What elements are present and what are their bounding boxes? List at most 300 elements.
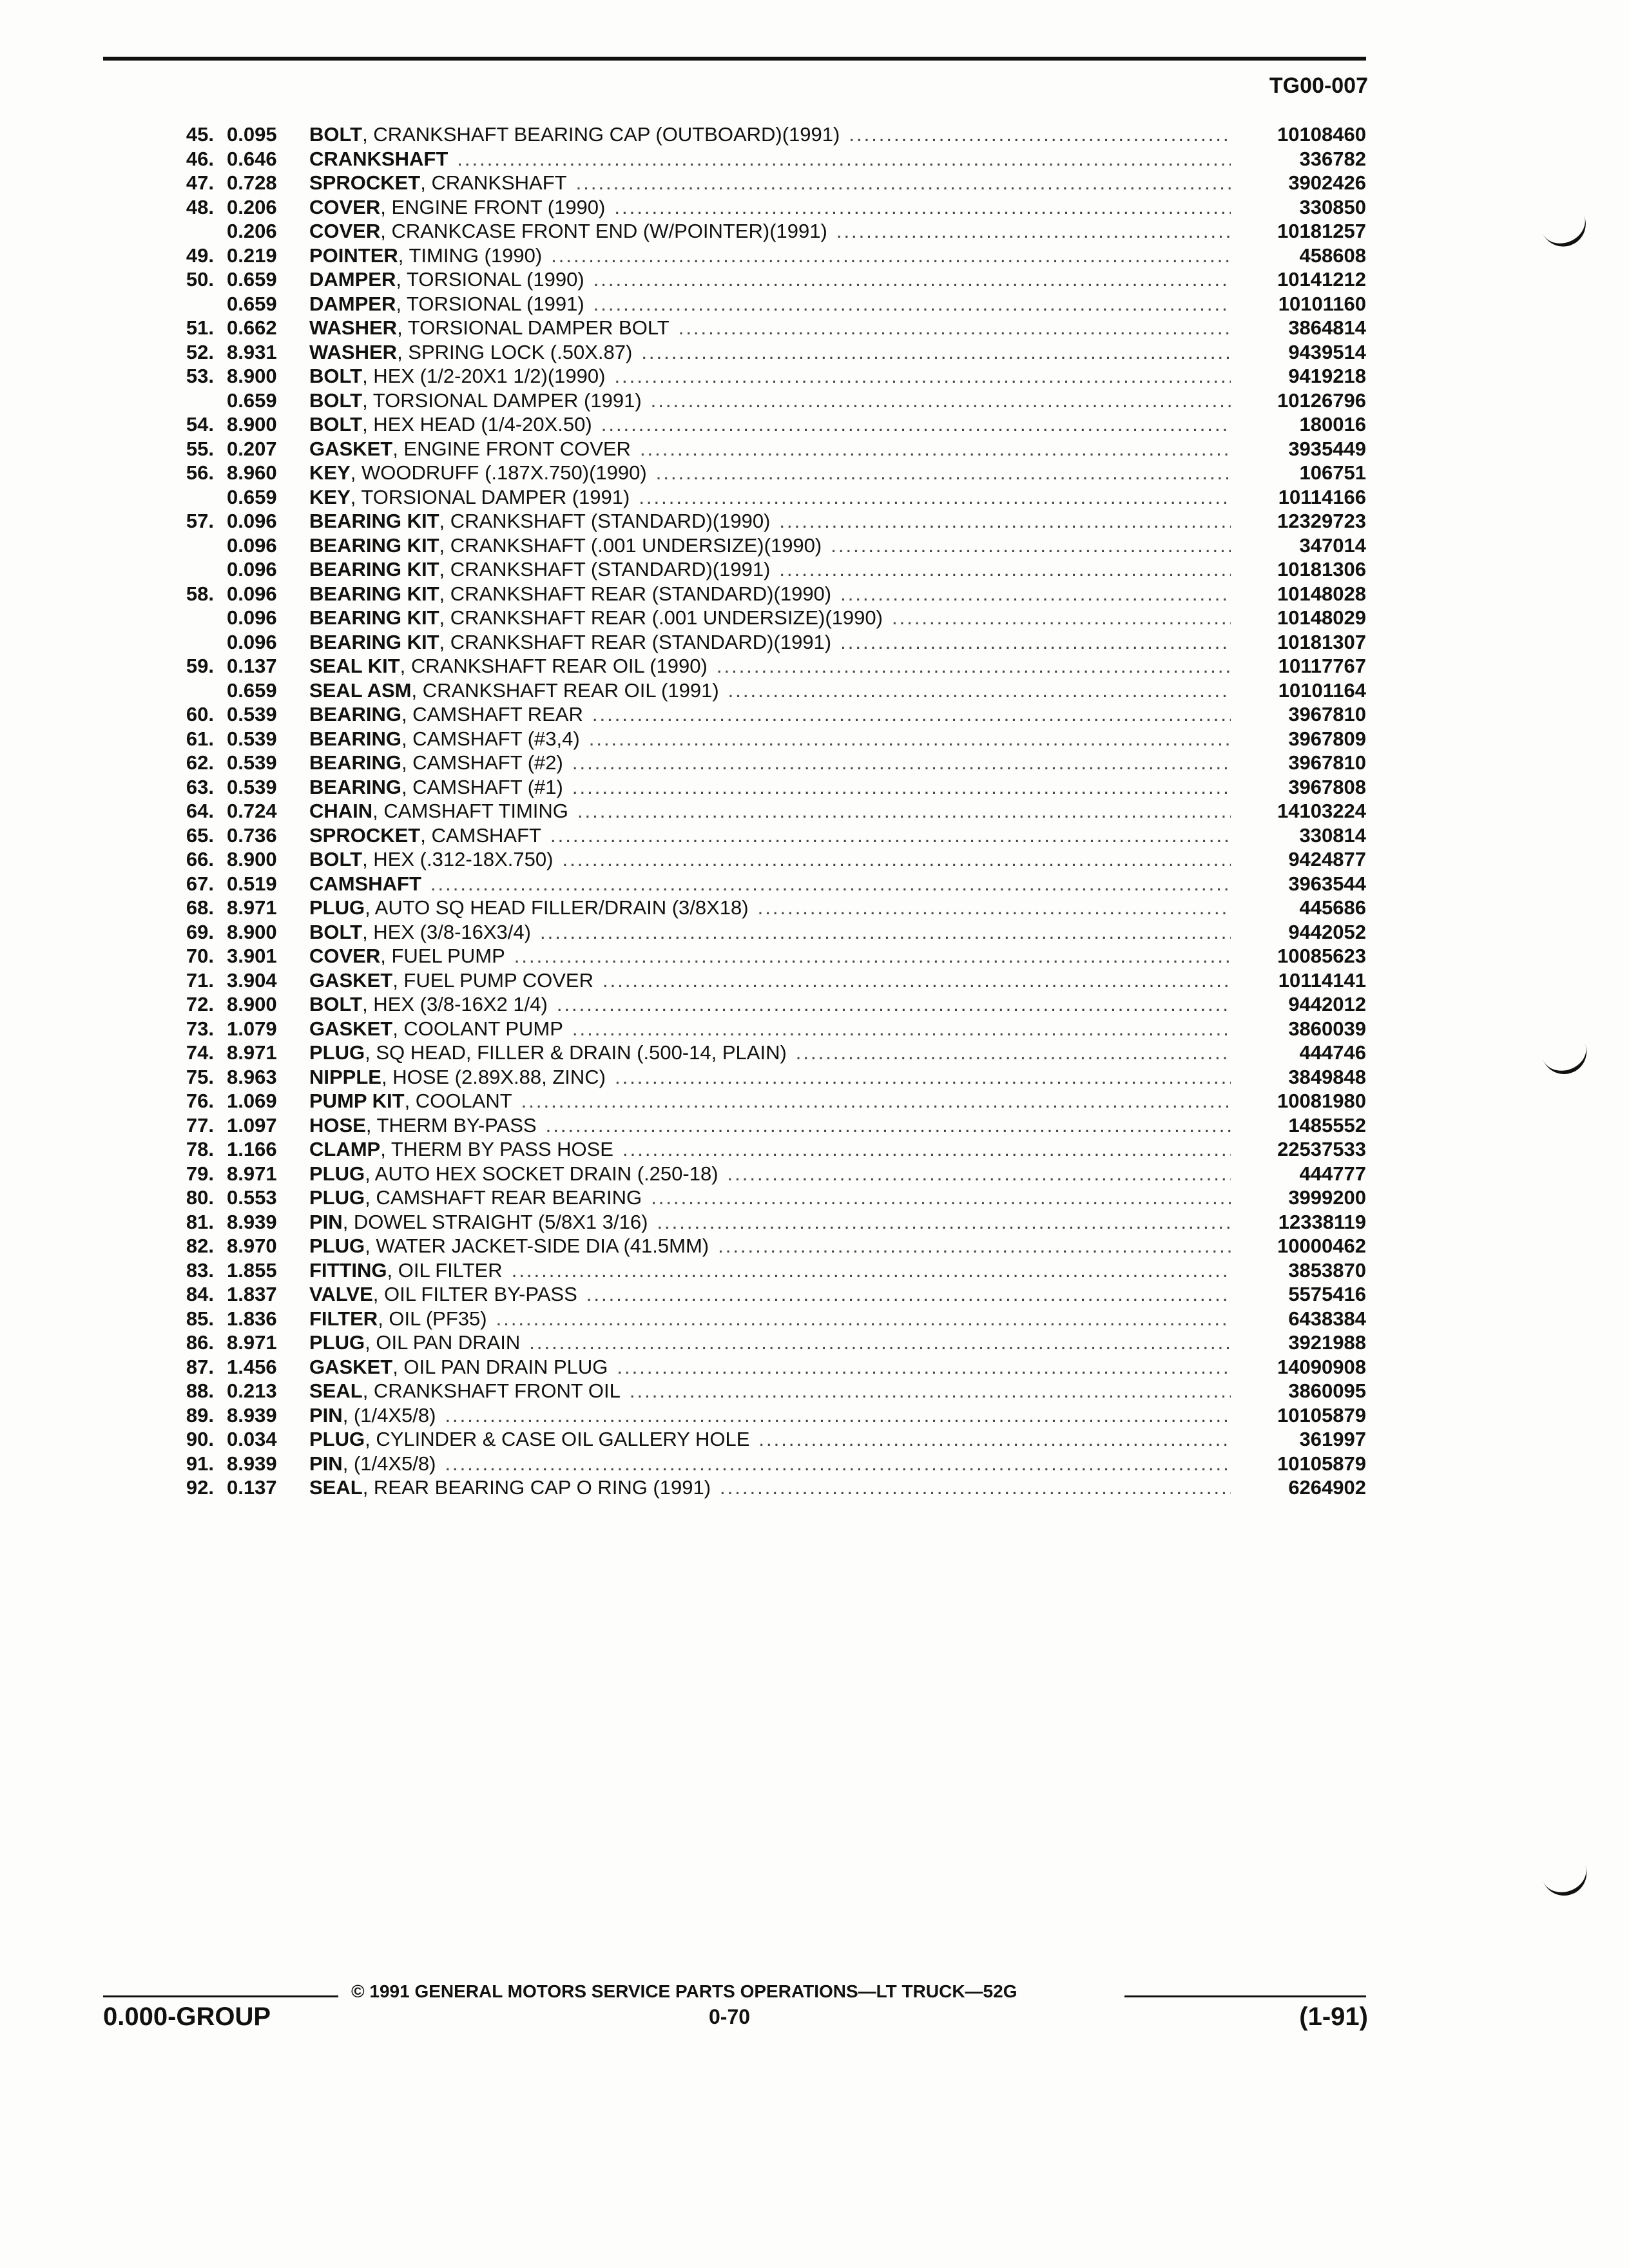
part-modifier: , CAMSHAFT REAR BEARING <box>365 1186 642 1209</box>
item-number: 77. <box>186 1113 214 1137</box>
part-noun: BOLT <box>309 848 363 870</box>
group-number: 0.096 <box>227 582 277 605</box>
part-number: 14090908 <box>1277 1355 1366 1378</box>
part-number: 3902426 <box>1288 171 1366 194</box>
table-row <box>161 1113 1366 1138</box>
leader-dots <box>831 582 1231 606</box>
part-noun: BEARING <box>309 775 401 798</box>
punch-hole-mark <box>1543 1043 1593 1081</box>
part-noun: WASHER <box>309 340 398 363</box>
part-noun: CLAMP <box>309 1138 381 1160</box>
part-description <box>309 316 1231 340</box>
part-description <box>309 1403 1231 1428</box>
part-number: 10114141 <box>1278 968 1366 992</box>
part-number: 10101164 <box>1278 678 1366 702</box>
part-noun: BOLT <box>309 993 363 1015</box>
part-noun: GASKET <box>309 437 393 460</box>
part-description <box>309 1258 1231 1283</box>
part-modifier: , CRANKSHAFT FRONT OIL <box>362 1379 621 1402</box>
part-description <box>309 389 1231 413</box>
punch-hole-mark <box>1543 1865 1593 1902</box>
part-number: 10181306 <box>1277 558 1366 581</box>
part-number: 106751 <box>1299 461 1366 484</box>
leader-dots <box>749 896 1231 920</box>
footer-date: (1-91) <box>1299 2003 1368 2031</box>
leader-dots <box>436 1403 1231 1428</box>
table-row <box>161 147 1366 171</box>
table-row <box>161 799 1366 823</box>
part-description <box>309 412 1231 437</box>
table-row <box>161 1427 1366 1452</box>
part-noun: COVER <box>309 220 381 242</box>
part-description <box>309 944 1231 968</box>
item-number: 91. <box>186 1452 214 1475</box>
item-number: 54. <box>186 413 214 436</box>
part-modifier: , TORSIONAL DAMPER (1991) <box>362 389 642 412</box>
leader-dots <box>563 751 1231 775</box>
item-number: 79. <box>186 1162 214 1185</box>
part-noun: KEY <box>309 461 351 484</box>
part-number: 10085623 <box>1277 945 1366 967</box>
part-modifier: , ENGINE FRONT COVER <box>392 437 631 460</box>
top-rule <box>103 57 1366 61</box>
group-number: 8.970 <box>227 1235 277 1257</box>
part-number: 10101160 <box>1278 292 1366 315</box>
part-modifier: , CRANKSHAFT REAR (STANDARD)(1991) <box>439 630 832 653</box>
part-number: 9419218 <box>1288 365 1366 387</box>
part-description <box>309 1331 1231 1355</box>
part-modifier: , COOLANT <box>404 1090 512 1112</box>
part-number: 336782 <box>1299 147 1366 170</box>
part-number: 10114166 <box>1278 485 1366 508</box>
part-number: 330850 <box>1299 195 1366 218</box>
table-row <box>161 1258 1366 1283</box>
part-number: 458608 <box>1299 244 1366 267</box>
table-row <box>161 1403 1366 1428</box>
part-description <box>309 509 1231 533</box>
leader-dots <box>548 992 1231 1017</box>
part-description <box>309 847 1231 872</box>
leader-dots <box>631 437 1231 461</box>
item-number: 59. <box>186 655 214 677</box>
part-modifier: , CRANKSHAFT (STANDARD)(1991) <box>439 558 771 581</box>
leader-dots <box>608 1355 1231 1379</box>
part-noun: VALVE <box>309 1283 373 1305</box>
item-number: 85. <box>186 1307 214 1330</box>
item-number: 48. <box>186 195 214 218</box>
part-modifier: , HEX (.312-18X.750) <box>362 848 554 870</box>
leader-dots <box>448 147 1231 171</box>
part-description <box>309 1137 1231 1162</box>
leader-dots <box>563 775 1231 800</box>
part-noun: GASKET <box>309 968 393 992</box>
leader-dots <box>647 461 1231 485</box>
group-number: 0.659 <box>227 268 277 291</box>
item-number: 90. <box>186 1428 214 1450</box>
group-number: 0.659 <box>227 389 277 412</box>
table-row <box>161 823 1366 848</box>
part-modifier: , (1/4X5/8) <box>342 1452 436 1475</box>
leader-dots <box>542 244 1231 268</box>
footer-page-number: 0-70 <box>709 2005 751 2028</box>
table-row <box>161 340 1366 365</box>
group-number: 0.096 <box>227 606 277 629</box>
item-number: 80. <box>186 1186 214 1209</box>
part-modifier: , TORSIONAL (1991) <box>396 292 584 315</box>
part-modifier: , CAMSHAFT REAR <box>401 703 583 726</box>
part-description <box>309 1065 1231 1090</box>
group-number: 1.836 <box>227 1307 277 1330</box>
leader-dots <box>421 872 1231 896</box>
group-number: 1.069 <box>227 1090 277 1112</box>
group-number: 0.659 <box>227 292 277 315</box>
part-noun: SEAL <box>309 1379 363 1402</box>
group-number: 1.166 <box>227 1138 277 1160</box>
group-number: 0.553 <box>227 1186 277 1209</box>
table-row <box>161 1282 1366 1307</box>
leader-dots <box>632 340 1231 365</box>
part-description <box>309 654 1231 678</box>
table-row <box>161 1186 1366 1210</box>
item-number: 45. <box>186 123 214 146</box>
part-description <box>309 147 1231 171</box>
part-number: 180016 <box>1299 413 1366 436</box>
item-number: 75. <box>186 1065 214 1088</box>
part-description <box>309 437 1231 461</box>
leader-dots <box>512 1089 1231 1113</box>
table-row <box>161 944 1366 968</box>
leader-dots <box>605 364 1231 389</box>
part-modifier: , REAR BEARING CAP O RING (1991) <box>362 1476 711 1499</box>
part-number: 10148028 <box>1277 582 1366 605</box>
group-number: 8.963 <box>227 1065 277 1088</box>
table-row <box>161 389 1366 413</box>
part-modifier: , THERM BY-PASS <box>365 1113 537 1137</box>
leader-dots <box>718 1162 1231 1186</box>
group-number: 0.519 <box>227 872 277 895</box>
part-number: 10108460 <box>1277 123 1366 146</box>
table-row <box>161 1331 1366 1355</box>
part-modifier: , OIL FILTER BY-PASS <box>372 1283 577 1305</box>
part-description <box>309 485 1231 510</box>
item-number: 74. <box>186 1041 214 1064</box>
item-number: 52. <box>186 340 214 363</box>
leader-dots <box>840 122 1231 147</box>
part-description <box>309 1427 1231 1452</box>
part-description <box>309 582 1231 606</box>
footer-rule-right <box>1124 1995 1366 1997</box>
part-number: 3967810 <box>1288 703 1366 726</box>
part-noun: WASHER <box>309 316 398 339</box>
leader-dots <box>613 1137 1231 1162</box>
part-number: 3967810 <box>1288 751 1366 774</box>
group-number: 0.736 <box>227 823 277 847</box>
part-number: 10105879 <box>1277 1452 1366 1475</box>
part-description <box>309 1186 1231 1210</box>
item-number: 88. <box>186 1379 214 1402</box>
part-noun: GASKET <box>309 1017 393 1040</box>
part-noun: PIN <box>309 1210 343 1233</box>
part-modifier: , CAMSHAFT (#3,4) <box>401 727 580 750</box>
part-modifier: , HEX (3/8-16X3/4) <box>362 920 531 943</box>
item-number: 64. <box>186 800 214 822</box>
leader-dots <box>630 485 1231 510</box>
part-number: 10117767 <box>1278 655 1366 677</box>
part-number: 347014 <box>1299 533 1366 557</box>
part-description <box>309 775 1231 800</box>
group-number: 8.971 <box>227 1041 277 1064</box>
group-number: 8.939 <box>227 1210 277 1233</box>
leader-dots <box>883 606 1231 630</box>
leader-dots <box>709 1234 1231 1258</box>
part-noun: KEY <box>309 485 351 508</box>
part-modifier: , CRANKSHAFT BEARING CAP (OUTBOARD)(1991) <box>362 123 840 146</box>
table-row <box>161 219 1366 244</box>
group-number: 1.855 <box>227 1258 277 1282</box>
part-modifier: , WOODRUFF (.187X.750)(1990) <box>350 461 647 484</box>
part-description <box>309 751 1231 775</box>
part-description <box>309 1307 1231 1331</box>
part-noun: BEARING KIT <box>309 582 439 605</box>
part-noun: PLUG <box>309 896 365 919</box>
part-description <box>309 244 1231 268</box>
leader-dots <box>827 219 1231 244</box>
part-noun: DAMPER <box>309 292 396 315</box>
table-row <box>161 872 1366 896</box>
part-modifier: , TORSIONAL DAMPER (1991) <box>350 485 630 508</box>
item-number: 84. <box>186 1283 214 1305</box>
part-modifier: , SPRING LOCK (.50X.87) <box>397 340 633 363</box>
part-number: 3967808 <box>1288 775 1366 798</box>
group-number: 0.096 <box>227 510 277 532</box>
group-number: 0.539 <box>227 703 277 726</box>
part-modifier: , OIL FILTER <box>387 1258 503 1282</box>
part-modifier: , OIL (PF35) <box>378 1307 487 1330</box>
group-number: 0.206 <box>227 195 277 218</box>
part-noun: BEARING KIT <box>309 558 439 581</box>
part-modifier: , HEX (3/8-16X2 1/4) <box>362 993 548 1015</box>
group-number: 0.724 <box>227 800 277 822</box>
part-description <box>309 1282 1231 1307</box>
part-number: 3864814 <box>1288 316 1366 339</box>
group-number: 8.900 <box>227 365 277 387</box>
part-description <box>309 1089 1231 1113</box>
part-noun: COVER <box>309 945 381 967</box>
item-number: 60. <box>186 703 214 726</box>
item-number: 76. <box>186 1090 214 1112</box>
part-description <box>309 195 1231 220</box>
part-modifier: , CAMSHAFT (#2) <box>401 751 563 774</box>
part-number: 12338119 <box>1278 1210 1366 1233</box>
group-number: 0.095 <box>227 123 277 146</box>
leader-dots <box>531 920 1231 945</box>
footer-copyright: © 1991 GENERAL MOTORS SERVICE PARTS OPERATIONS—LT TRUCK—52G <box>351 1981 1017 2001</box>
part-modifier: , CRANKSHAFT REAR OIL (1990) <box>400 655 708 677</box>
table-row <box>161 992 1366 1017</box>
leader-dots <box>553 847 1231 872</box>
table-row <box>161 1355 1366 1379</box>
part-description <box>309 1379 1231 1403</box>
part-description <box>309 267 1231 292</box>
group-number: 8.900 <box>227 920 277 943</box>
part-description <box>309 1017 1231 1041</box>
part-number: 6264902 <box>1288 1476 1366 1499</box>
leader-dots <box>670 316 1231 340</box>
table-row <box>161 509 1366 533</box>
part-modifier: , ENGINE FRONT (1990) <box>380 195 606 218</box>
item-number: 51. <box>186 316 214 339</box>
group-number: 0.034 <box>227 1428 277 1450</box>
table-row <box>161 195 1366 220</box>
part-noun: BEARING <box>309 727 401 750</box>
item-number: 82. <box>186 1235 214 1257</box>
leader-dots <box>642 1186 1231 1210</box>
table-row <box>161 920 1366 945</box>
part-noun: PLUG <box>309 1186 365 1209</box>
table-row <box>161 1017 1366 1041</box>
leader-dots <box>537 1113 1231 1138</box>
part-number: 3963544 <box>1288 872 1366 895</box>
part-noun: BEARING KIT <box>309 630 439 653</box>
table-row <box>161 582 1366 606</box>
part-modifier: , OIL PAN DRAIN <box>365 1331 521 1354</box>
part-description <box>309 823 1231 848</box>
leader-dots <box>719 678 1231 703</box>
item-number: 65. <box>186 823 214 847</box>
item-number: 72. <box>186 993 214 1015</box>
table-row <box>161 533 1366 558</box>
part-number: 9439514 <box>1288 340 1366 363</box>
leader-dots <box>505 944 1231 968</box>
footer-rule-left <box>103 1995 338 1997</box>
part-noun: SPROCKET <box>309 823 421 847</box>
part-number: 12329723 <box>1277 510 1366 532</box>
part-description <box>309 292 1231 316</box>
part-modifier: , HEX HEAD (1/4-20X.50) <box>362 413 592 436</box>
leader-dots <box>787 1041 1231 1065</box>
item-number: 49. <box>186 244 214 267</box>
part-number: 330814 <box>1299 823 1366 847</box>
part-number: 10148029 <box>1277 606 1366 629</box>
part-noun: BEARING <box>309 751 401 774</box>
part-noun: BOLT <box>309 123 363 146</box>
part-modifier: , HEX (1/2-20X1 1/2)(1990) <box>362 365 606 387</box>
item-number: 87. <box>186 1355 214 1378</box>
part-number: 3860095 <box>1288 1379 1366 1402</box>
group-number: 1.456 <box>227 1355 277 1378</box>
leader-dots <box>567 171 1231 195</box>
leader-dots <box>520 1331 1231 1355</box>
group-number: 1.097 <box>227 1113 277 1137</box>
group-number: 0.096 <box>227 630 277 653</box>
part-modifier: , FUEL PUMP COVER <box>392 968 593 992</box>
part-modifier: , CRANKSHAFT <box>420 171 567 194</box>
part-number: 10000462 <box>1277 1235 1366 1257</box>
part-number: 3860039 <box>1288 1017 1366 1040</box>
item-number: 89. <box>186 1403 214 1427</box>
part-noun: BOLT <box>309 365 363 387</box>
part-description <box>309 799 1231 823</box>
parts-list <box>161 122 1366 1500</box>
part-description <box>309 920 1231 945</box>
part-description <box>309 557 1231 582</box>
part-number: 3853870 <box>1288 1258 1366 1282</box>
part-description <box>309 1355 1231 1379</box>
part-modifier: , AUTO SQ HEAD FILLER/DRAIN (3/8X18) <box>365 896 749 919</box>
part-noun: SEAL KIT <box>309 655 400 677</box>
part-modifier: , CRANKCASE FRONT END (W/POINTER)(1991) <box>380 220 827 242</box>
group-number: 0.137 <box>227 1476 277 1499</box>
part-noun: SPROCKET <box>309 171 421 194</box>
part-number: 444746 <box>1299 1041 1366 1064</box>
table-row <box>161 678 1366 703</box>
part-noun: CAMSHAFT <box>309 872 421 895</box>
leader-dots <box>708 654 1231 678</box>
group-number: 0.659 <box>227 485 277 508</box>
table-row <box>161 267 1366 292</box>
part-description <box>309 896 1231 920</box>
part-noun: PIN <box>309 1403 343 1427</box>
item-number: 66. <box>186 848 214 870</box>
item-number: 78. <box>186 1138 214 1160</box>
group-number: 0.539 <box>227 727 277 750</box>
part-description <box>309 364 1231 389</box>
part-description <box>309 727 1231 751</box>
leader-dots <box>592 412 1231 437</box>
group-number: 3.901 <box>227 945 277 967</box>
part-noun: PLUG <box>309 1162 365 1185</box>
part-description <box>309 606 1231 630</box>
punch-hole-mark <box>1543 214 1594 254</box>
table-row <box>161 557 1366 582</box>
group-number: 8.971 <box>227 896 277 919</box>
part-number: 9424877 <box>1288 848 1366 870</box>
part-number: 22537533 <box>1277 1138 1366 1160</box>
part-modifier: , AUTO HEX SOCKET DRAIN (.250-18) <box>365 1162 718 1185</box>
leader-dots <box>606 1065 1231 1090</box>
leader-dots <box>749 1427 1231 1452</box>
group-number: 8.971 <box>227 1331 277 1354</box>
item-number: 83. <box>186 1258 214 1282</box>
table-row <box>161 461 1366 485</box>
group-number: 0.539 <box>227 775 277 798</box>
leader-dots <box>831 630 1231 655</box>
item-number: 70. <box>186 945 214 967</box>
part-noun: PLUG <box>309 1235 365 1257</box>
leader-dots <box>487 1307 1231 1331</box>
leader-dots <box>580 727 1231 751</box>
part-noun: SEAL ASM <box>309 678 412 702</box>
part-modifier: , COOLANT PUMP <box>392 1017 563 1040</box>
group-number: 0.539 <box>227 751 277 774</box>
table-row <box>161 1065 1366 1090</box>
part-noun: BOLT <box>309 413 363 436</box>
part-number: 3849848 <box>1288 1065 1366 1088</box>
leader-dots <box>568 799 1231 823</box>
table-row <box>161 847 1366 872</box>
part-number: 361997 <box>1299 1428 1366 1450</box>
table-row <box>161 437 1366 461</box>
part-description <box>309 1452 1231 1476</box>
part-description <box>309 1475 1231 1500</box>
leader-dots <box>621 1379 1231 1403</box>
part-modifier: , CRANKSHAFT REAR (STANDARD)(1990) <box>439 582 832 605</box>
item-number: 47. <box>186 171 214 194</box>
part-description <box>309 702 1231 727</box>
item-number: 56. <box>186 461 214 484</box>
part-modifier: , CRANKSHAFT (STANDARD)(1990) <box>439 510 771 532</box>
part-modifier: , TORSIONAL DAMPER BOLT <box>397 316 670 339</box>
